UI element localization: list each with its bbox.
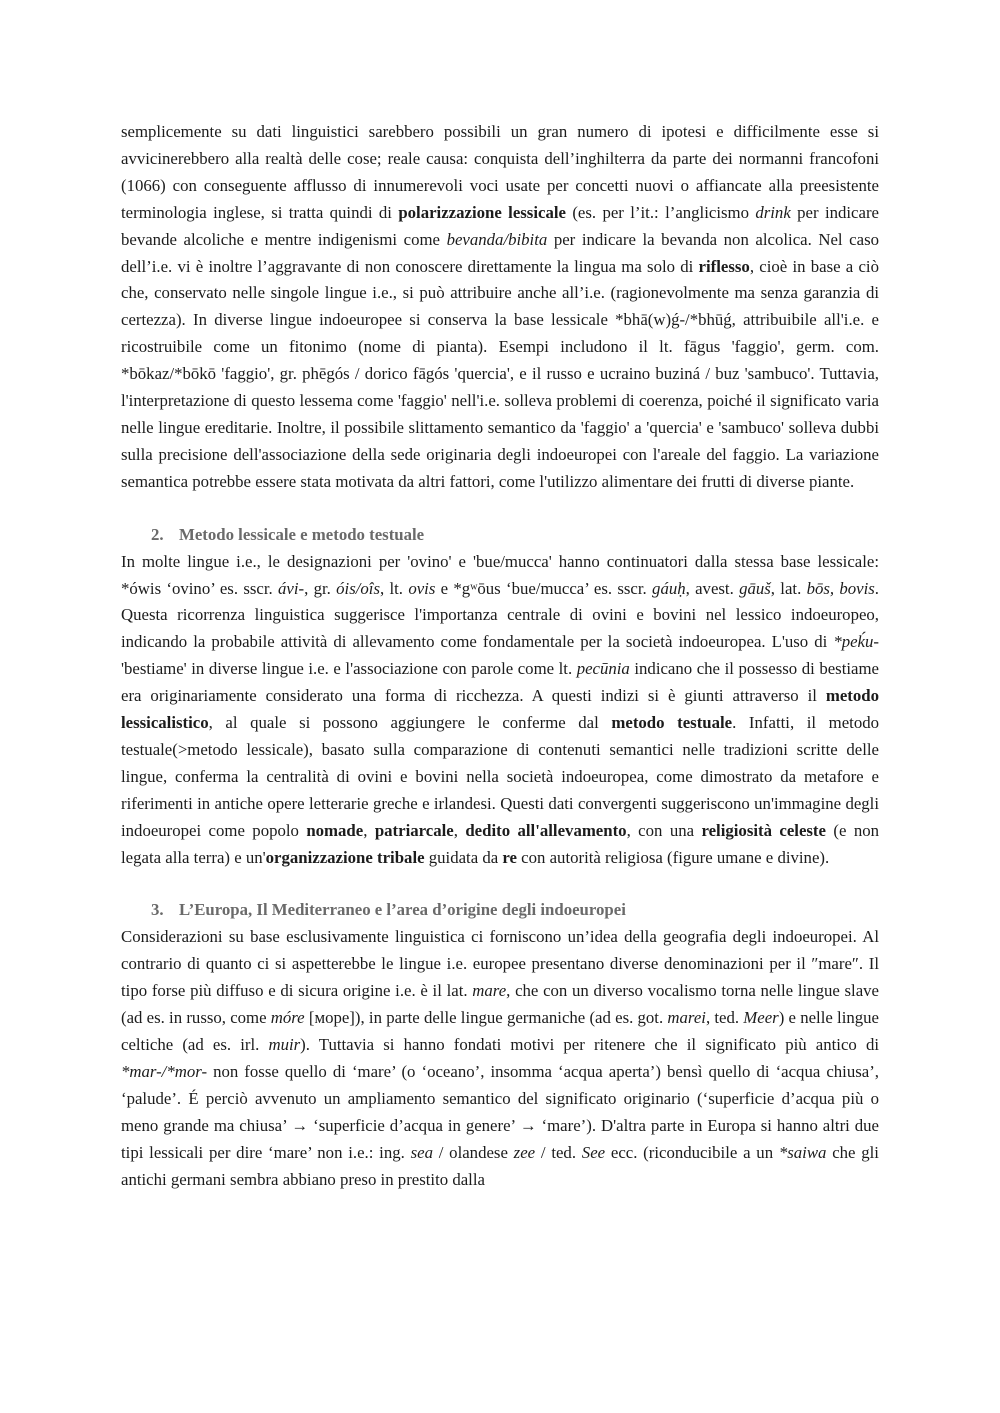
italic-term: Meer bbox=[743, 1008, 779, 1028]
italic-term: móre bbox=[270, 1008, 305, 1028]
text-run: . Infatti, il metodo testuale(>metodo lessicale), basato sulla comparazione di contenuti semantici nelle tradizioni scritte delle lingue, conferma la centralità di ovini e bovini nella società indoeuropea, come dimostrato da metafore e riferimenti in antiche opere letterarie greche e irlandesi. Questi dati convergenti suggeriscono un'immagine degli indoeuropei come popolo bbox=[121, 713, 879, 840]
italic-term: muir bbox=[268, 1035, 301, 1054]
text-run: , cioè in base a ciò che, conservato nelle singole lingue i.e., si può attribuire anche all’i.e. (ragionevolmente ma senza garanzia di certezza). In diverse lingue indoeuropee si conserva la base lessicale *bhā(w)ǵ-/*bhūǵ, attribuibile all'i.e. e ricostruibile come un fitonimo (nome di pianta). Esempi includono il lt. fāgus 'faggio', germ. com. *bōkaz/*bōkō 'faggio', gr. phēgós / dorico fāgós 'quercia', e il russo e ucraino buziná / buz 'sambuco'. Tuttavia, l'interpretazione di questo lessema come 'faggio' nell'i.e. solleva problemi di coerenza, poiché il significato varia nelle lingue ereditarie. Inoltre, il possibile slittamento semantico da 'faggio' a 'quercia' e 'sambuco' solleva dubbi sulla precisione dell'associazione della sede originaria degli indoeuropei con l'areale del faggio. La variazione semantica potrebbe essere stata motivata da altri fattori, come l'utilizzo alimentare dei frutti di diverse piante. bbox=[121, 256, 879, 491]
text-run: con autorità religiosa (figure umane e divine). bbox=[516, 847, 830, 867]
text-run: , avest. bbox=[685, 578, 740, 598]
paragraph-2 bbox=[121, 549, 879, 872]
text-run: , al quale si possono aggiungere le conferme dal bbox=[208, 713, 612, 733]
heading-number: 3. bbox=[151, 900, 164, 920]
paragraph-3 bbox=[121, 924, 879, 1193]
section-gap bbox=[121, 496, 879, 522]
italic-term: gāuš bbox=[739, 578, 771, 598]
bold-term: patriarcale bbox=[374, 820, 454, 840]
italic-term: *saiwa bbox=[778, 1142, 827, 1162]
text-run: ecc. (riconducibile a un bbox=[605, 1142, 779, 1162]
italic-term: ávi- bbox=[278, 578, 305, 598]
text-run: , lat. bbox=[770, 578, 807, 598]
heading-title: L’Europa, Il Mediterraneo e l’area d’origine degli indoeuropei bbox=[179, 900, 626, 920]
italic-term: gáuḥ bbox=[652, 578, 686, 598]
text-run: , gr. bbox=[304, 578, 337, 598]
text-run: ). Tuttavia si hanno fondati motivi per ritenere che il significato più antico di bbox=[300, 1035, 879, 1054]
italic-term: marei bbox=[667, 1008, 706, 1028]
italic-term: *mar-/*mor- bbox=[121, 1061, 208, 1081]
text-run: , bbox=[363, 820, 375, 840]
text-run: In molte lingue i.e., le designazioni per 'ovino' e 'bue/mucca' hanno continuatori dalla stessa base lessicale: *ówis ‘ovino’ es. sscr. bbox=[121, 551, 879, 598]
italic-term: bevanda/bibita bbox=[446, 229, 548, 249]
text-run: per indicare la bevanda non alcolica. Nel caso dell’i.e. vi è inoltre l’aggravante di non conoscere direttamente la lingua ma solo di bbox=[121, 229, 879, 276]
bold-term: riflesso bbox=[698, 256, 750, 276]
text-run: 'bestiame' in diverse lingue i.e. e l'associazione con parole come lt. bbox=[121, 659, 577, 679]
text-run: (es. per l’it.: l’anglicismo bbox=[565, 202, 756, 222]
italic-term: pecūnia bbox=[576, 659, 630, 679]
italic-term: sea bbox=[410, 1142, 433, 1162]
heading-title: Metodo lessicale e metodo testuale bbox=[179, 524, 425, 544]
italic-term: See bbox=[581, 1142, 606, 1162]
text-run: , che con un diverso vocalismo torna nelle lingue slave (ad es. in russo, come bbox=[121, 981, 879, 1028]
bold-term: metodo testuale bbox=[611, 713, 733, 733]
text-run: e *gʷōus ‘bue/mucca’ es. sscr. bbox=[435, 578, 653, 598]
heading-number: 2. bbox=[151, 524, 164, 544]
text-run: semplicemente su dati linguistici sarebbero possibili un gran numero di ipotesi e difficilmente esse si avvicinerebbero alla realtà delle cose; reale causa: conquista dell’inghilterra da parte dei normanni francofoni (1066) con conseguente afflusso di innumerevoli voci usate per concetti nuovi o affiancate alla preesistente terminologia inglese, si tratta quindi di bbox=[121, 122, 879, 222]
bold-term: metodo lessicalistico bbox=[121, 686, 879, 733]
text-run: , ted. bbox=[705, 1008, 744, 1028]
text-run: , lt. bbox=[379, 578, 409, 598]
text-run: per indicare bevande alcoliche e mentre indigenismi come bbox=[121, 202, 879, 249]
bold-term: religiosità celeste bbox=[701, 820, 826, 840]
text-run: indicano che il possesso di bestiame era originariamente considerato una forma di ricchezza. A questi indizi si è giunti attraverso il bbox=[121, 659, 879, 706]
section-gap bbox=[121, 871, 879, 897]
text-run: Considerazioni su base esclusivamente linguistica ci forniscono un’idea della geografia degli indoeuropei. Al contrario di quanto ci si aspetterebbe le lingue i.e. europee presentano diverse denominazioni per il ″mare″. Il tipo forse più diffuso e di sicura origine i.e. è il lat. bbox=[121, 927, 879, 1001]
italic-term: mare bbox=[472, 981, 507, 1001]
text-run: non fosse quello di ‘mare’ (o ‘oceano’, insomma ‘acqua aperta’) bensì quello di ‘acqua chiusa’, ‘palude’. É perciò avvenuto un ampliamento semantico del significato originario (‘superficie d’acqua più o meno grande ma chiusa’ → ‘superficie d’acqua in genere’ → ‘mare’). D'altra parte in Europa si hanno altri due tipi lessicali per dire ‘mare’ non i.e.: ing. bbox=[121, 1061, 879, 1162]
bold-term: polarizzazione lessicale bbox=[398, 202, 566, 222]
paragraph-1 bbox=[121, 119, 879, 496]
text-run: , con una bbox=[626, 820, 702, 840]
text-run: . Questa ricorrenza linguistica suggerisce l'importanza centrale di ovini e bovini nel lessico indoeuropeo, indicando la probabile attività di allevamento come fondamentale per la società indoeuropea. L'uso di bbox=[121, 578, 879, 652]
text-run: / olandese bbox=[432, 1142, 514, 1162]
text-run: che gli antichi germani sembra abbiano preso in prestito dalla bbox=[121, 1142, 879, 1189]
bold-term: dedito all'allevamento bbox=[465, 820, 627, 840]
italic-term: *peḱu- bbox=[833, 632, 879, 652]
text-run: ) e nelle lingue celtiche (ad es. irl. bbox=[121, 1008, 879, 1054]
italic-term: óis/oîs bbox=[336, 578, 380, 598]
bold-term: re bbox=[502, 847, 517, 867]
text-run: guidata da bbox=[424, 847, 503, 867]
section-heading-3 bbox=[121, 897, 879, 924]
italic-term: bōs, bovis bbox=[806, 578, 875, 598]
text-run: , bbox=[453, 820, 466, 840]
italic-term: ovis bbox=[408, 578, 436, 598]
text-run: (e non legata alla terra) e un' bbox=[121, 820, 879, 867]
text-run: [море]), in parte delle lingue germaniche (ad es. got. bbox=[304, 1008, 668, 1028]
italic-term: zee bbox=[513, 1142, 536, 1162]
page-body bbox=[121, 119, 879, 1193]
section-heading-2 bbox=[121, 522, 879, 549]
bold-term: organizzazione tribale bbox=[265, 847, 425, 867]
bold-term: nomade bbox=[306, 820, 364, 840]
italic-term: drink bbox=[755, 202, 791, 222]
text-run: / ted. bbox=[535, 1142, 582, 1162]
